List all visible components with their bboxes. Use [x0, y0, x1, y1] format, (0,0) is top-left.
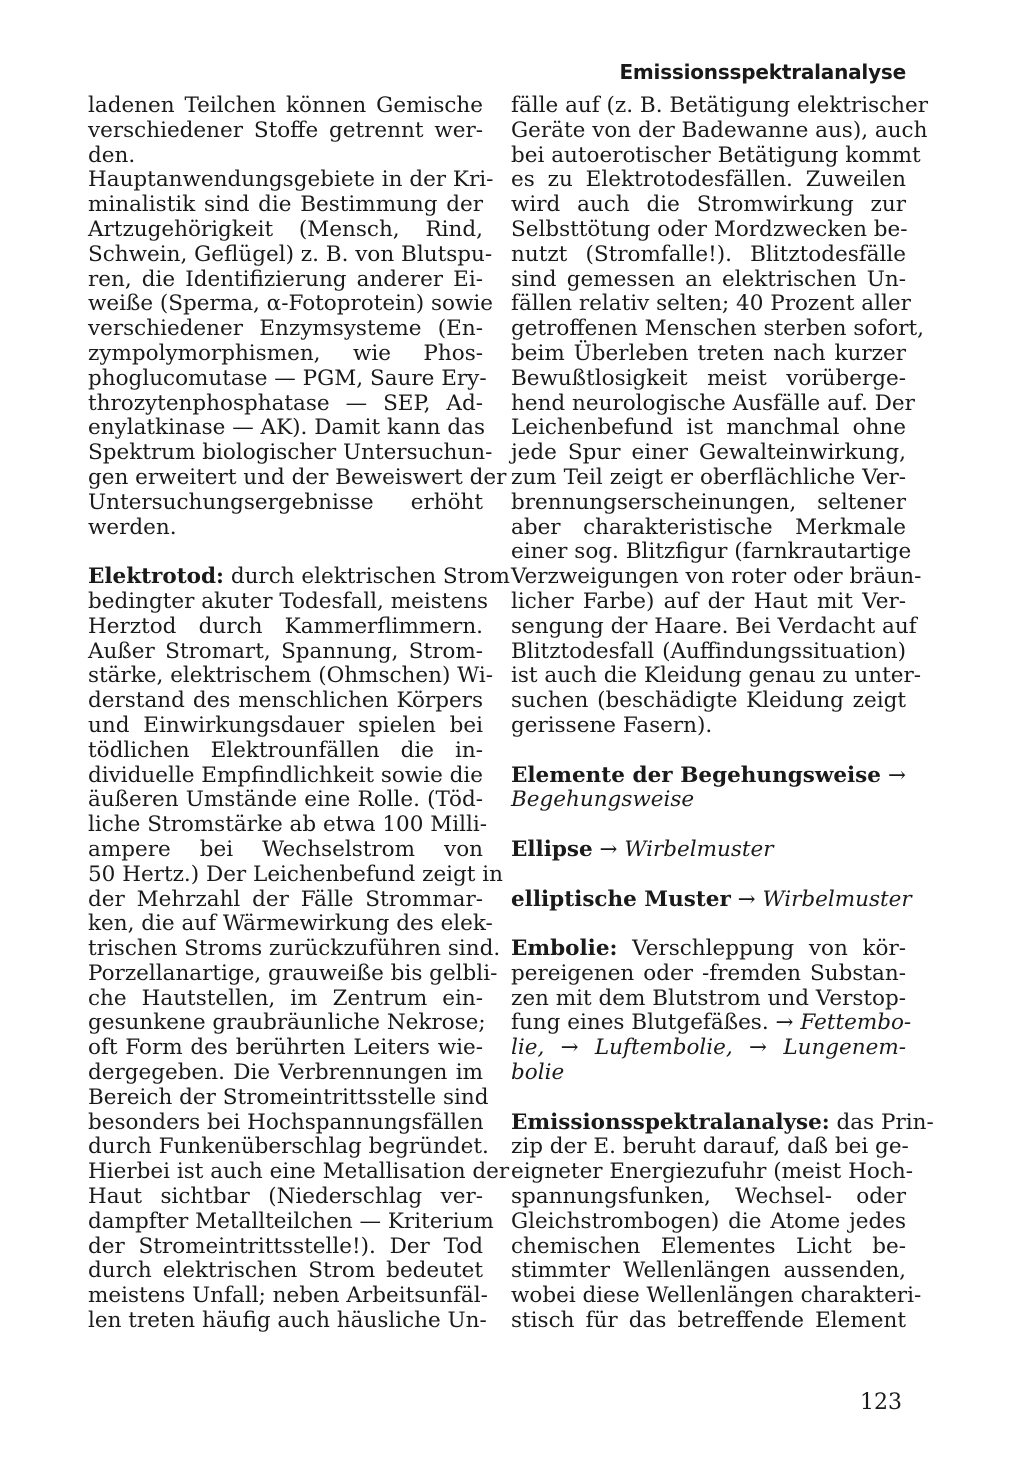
text-line [511, 1185, 906, 1210]
text-segment: sind gemessen an elektrischen Un- [511, 266, 906, 292]
text-line [88, 1061, 483, 1086]
entry-headword: Embolie: [511, 936, 618, 962]
text-line [511, 142, 921, 169]
text-line [511, 1259, 906, 1284]
text-line [88, 1010, 486, 1036]
text-line [511, 1309, 906, 1334]
entry-headword: Emissionsspektralanalyse: [511, 1109, 830, 1135]
text-segment: trischen Stroms zurückzuführen sind. [88, 936, 501, 962]
text-line [88, 1208, 494, 1235]
text-segment: hend neurologische Ausfälle auf. Der [511, 390, 915, 416]
paragraph-gap [511, 863, 906, 888]
text-segment: → [730, 886, 763, 912]
text-line [511, 342, 906, 367]
text-line [511, 539, 912, 565]
text-segment: gesunkene graubräunliche Nekrose; [88, 1010, 486, 1036]
text-line [511, 268, 906, 293]
text-segment: durch elektrischen Strom [223, 564, 510, 590]
paragraph-gap [511, 1086, 906, 1111]
text-line [88, 1235, 483, 1260]
text-line [511, 516, 906, 541]
paragraph-gap [511, 912, 906, 937]
text-line [88, 144, 483, 169]
text-line [88, 689, 483, 714]
entry-headword: Ellipse [511, 836, 593, 862]
text-line [511, 441, 906, 466]
cross-reference: Wirbelmuster [624, 836, 774, 862]
text-segment: bei autoerotischer Betätigung kommt [511, 142, 921, 168]
text-line [511, 1134, 909, 1160]
text-segment: eigneter Energiezufuhr (meist Hoch- [511, 1159, 913, 1185]
text-segment: ren, die Identifizierung anderer Ei- [88, 266, 483, 292]
left-column [88, 93, 510, 1334]
text-line [88, 193, 483, 218]
text-line [511, 416, 906, 441]
text-segment: derstand des menschlichen Körpers [88, 688, 483, 714]
text-line [88, 861, 503, 888]
text-segment: äußeren Umstände eine Rolle. (Töd- [88, 787, 483, 813]
text-line [88, 888, 483, 913]
text-segment: Haut sichtbar (Niederschlag ver- [88, 1184, 483, 1210]
text-segment: suchen (beschädigte Kleidung zeigt [511, 688, 906, 714]
text-line [511, 390, 915, 417]
text-segment: einer sog. Blitzfigur (farnkrautartige [511, 539, 912, 565]
text-line [511, 218, 906, 243]
text-segment: ist auch die Kleidung genau zu unter- [511, 663, 922, 689]
text-line [88, 464, 507, 491]
text-line [88, 960, 498, 987]
text-line [88, 416, 483, 441]
text-line [88, 1111, 483, 1136]
text-line [88, 94, 483, 119]
text-line [511, 1210, 906, 1235]
text-segment: gerissene Fasern). [511, 712, 713, 738]
text-line [88, 291, 494, 317]
text-line [511, 689, 906, 714]
cross-reference: Fettembo- [800, 1010, 912, 1036]
text-segment: verschiedener Enzymsysteme (En- [88, 316, 483, 342]
text-segment: Blitztodesfall (Auffindungssituation) [511, 638, 906, 664]
text-line [511, 243, 906, 268]
text-segment: → [544, 1035, 595, 1061]
text-segment: liche Stromstärke ab etwa 100 Milli- [88, 812, 488, 838]
text-line [88, 1084, 489, 1111]
entry-headword: elliptische Muster [511, 886, 731, 912]
text-segment: stisch für das betreffende Element [511, 1308, 906, 1334]
text-line [88, 392, 483, 417]
text-segment: dergegeben. Die Verbrennungen im [88, 1060, 483, 1086]
text-line [511, 590, 906, 615]
text-segment: tödlichen Elektrounfällen die in- [88, 737, 483, 763]
text-line [511, 193, 906, 218]
text-segment: pereigenen oder -fremden Substan- [511, 960, 906, 986]
text-line [511, 987, 906, 1012]
text-line [88, 1308, 487, 1334]
text-segment: fällen relativ selten; 40 Prozent aller [511, 291, 911, 317]
cross-reference: Wirbelmuster [762, 886, 912, 912]
text-line [511, 168, 906, 193]
text-segment: → [732, 1035, 784, 1061]
text-segment: spannungsfunken, Wechsel- oder [511, 1184, 906, 1210]
text-line [88, 1185, 483, 1210]
text-line [511, 1283, 922, 1309]
text-line [511, 291, 911, 317]
text-segment: ken, die auf Wärmewirkung des elek- [88, 911, 493, 937]
text-segment: gen erweitert und der Beweiswert der [88, 464, 507, 490]
text-segment: enylatkinase — AK). Damit kann das [88, 415, 485, 441]
text-line [511, 316, 924, 342]
text-line [88, 739, 483, 764]
text-line [511, 117, 928, 144]
text-segment: den. [88, 142, 136, 168]
text-segment: Herztod durch Kammerflimmern. [88, 613, 483, 639]
text-segment: bedingter akuter Todesfall, meistens [88, 588, 488, 614]
text-line [511, 93, 929, 119]
text-segment: Hauptanwendungsgebiete in der Kri- [88, 167, 494, 193]
cross-reference: Begehungsweise [511, 787, 695, 813]
text-segment: Untersuchungsergebnisse erhöht [88, 489, 483, 515]
text-line [511, 367, 906, 392]
text-segment: durch Funkenüberschlag begründet. [88, 1134, 489, 1160]
text-segment: beim Überleben treten nach kurzer [511, 340, 906, 366]
text-line [88, 119, 483, 144]
text-line [88, 218, 483, 243]
text-segment: Bereich der Stromeintrittsstelle sind [88, 1084, 489, 1110]
text-segment: che Hautstellen, im Zentrum ein- [88, 985, 483, 1011]
text-segment: Artzugehörigkeit (Mensch, Rind, [88, 216, 483, 242]
text-segment: der Stromeintrittsstelle!). Der Tod [88, 1233, 483, 1259]
cross-reference: lie, [511, 1035, 545, 1061]
text-segment: minalistik sind die Bestimmung der [88, 192, 483, 218]
text-segment: nutzt (Stromfalle!). Blitztodesfälle [511, 241, 906, 267]
text-line [88, 342, 483, 367]
text-segment: werden. [88, 514, 177, 540]
text-segment: es zu Elektrotodesfällen. Zuweilen [511, 167, 906, 193]
text-segment: Porzellanartige, grauweiße bis gelbli- [88, 960, 498, 986]
text-line [511, 1109, 934, 1136]
text-segment: Bewußtlosigkeit meist vorüberge- [511, 365, 906, 391]
text-line [88, 1259, 483, 1284]
text-line [511, 1010, 912, 1036]
text-line [511, 1159, 913, 1185]
text-segment: Leichenbefund ist manchmal ohne [511, 415, 906, 441]
text-segment: 50 Hertz.) Der Leichenbefund zeigt in [88, 861, 503, 887]
text-segment: der Mehrzahl der Fälle Strommar- [88, 886, 483, 912]
text-segment: ladenen Teilchen können Gemische [88, 93, 483, 118]
text-segment: Selbsttötung oder Mordzwecken be- [511, 216, 908, 242]
text-line [511, 1061, 906, 1086]
text-line [88, 663, 494, 689]
text-line [511, 962, 906, 987]
text-line [88, 936, 501, 962]
text-line [88, 440, 493, 466]
text-line [511, 764, 906, 789]
text-line [88, 564, 510, 590]
text-segment: zen mit dem Blutstrom und Verstop- [511, 985, 906, 1011]
text-segment: brennungserscheinungen, seltener [511, 489, 906, 515]
paragraph-gap [88, 540, 483, 565]
text-segment: dampfter Metallteilchen — Kriterium [88, 1208, 494, 1234]
text-segment: Schwein, Geflügel) z. B. von Blutspu- [88, 241, 493, 267]
text-line [511, 1235, 906, 1260]
text-line [88, 640, 483, 665]
text-segment: zympolymorphismen, wie Phos- [88, 340, 483, 366]
paragraph-gap [511, 739, 906, 764]
text-segment: weiße (Sperma, α-Fotoprotein) sowie [88, 291, 494, 317]
text-line [88, 838, 483, 863]
text-line [511, 838, 906, 863]
text-line [88, 1159, 510, 1185]
text-segment: stärke, elektrischem (Ohmschen) Wi- [88, 663, 494, 689]
text-line [511, 663, 922, 689]
text-line [511, 613, 917, 640]
text-segment: wird auch die Stromwirkung zur [511, 192, 906, 218]
text-segment: → [592, 836, 625, 862]
cross-reference: Lungenem- [783, 1035, 907, 1061]
text-segment: ampere bei Wechselstrom von [88, 836, 483, 862]
text-segment: stimmter Wellenlängen aussenden, [511, 1258, 906, 1284]
text-segment: Spektrum biologischer Untersuchun- [88, 440, 493, 466]
entry-headword: Elemente der Begehungsweise [511, 762, 881, 788]
right-column [511, 93, 934, 1334]
text-segment: getroffenen Menschen sterben sofort, [511, 316, 924, 342]
text-line [88, 812, 488, 838]
text-line [88, 516, 483, 541]
text-line [88, 987, 483, 1012]
page-number: 123 [860, 1390, 902, 1415]
cross-reference: bolie [511, 1060, 565, 1086]
text-segment: wobei diese Wellenlängen charakteri- [511, 1283, 922, 1309]
text-segment: verschiedener Stoffe getrennt wer- [88, 117, 483, 143]
text-segment: throzytenphosphatase — SEP, Ad- [88, 390, 483, 416]
text-segment: zip der E. beruht darauf, daß bei ge- [511, 1134, 909, 1160]
text-line [511, 937, 906, 962]
text-segment: aber charakteristische Merkmale [511, 514, 906, 540]
text-segment: dividuelle Empfindlichkeit sowie die [88, 762, 484, 788]
text-segment: sengung der Haare. Bei Verdacht auf [511, 613, 917, 639]
text-segment: jede Spur einer Gewalteinwirkung, [511, 440, 906, 466]
text-segment: Hierbei ist auch eine Metallisation der [88, 1159, 510, 1185]
text-line [511, 714, 906, 739]
text-line [88, 268, 483, 293]
text-line [88, 317, 483, 342]
text-line [88, 911, 493, 937]
text-line [88, 241, 493, 268]
text-line [88, 1134, 489, 1160]
text-line [511, 886, 912, 913]
text-line [88, 1283, 488, 1309]
text-segment: und Einwirkungsdauer spielen bei [88, 712, 483, 738]
text-segment: fälle auf (z. B. Betätigung elektrischer [511, 93, 929, 118]
text-segment: Verschleppung von kör- [617, 936, 906, 962]
text-line [88, 1036, 483, 1061]
cross-reference: Luftembolie, [594, 1035, 733, 1061]
text-segment: licher Farbe) auf der Haut mit Ver- [511, 588, 906, 614]
text-line [511, 466, 906, 491]
text-segment: chemischen Elementes Licht be- [511, 1233, 906, 1259]
text-line [511, 788, 906, 813]
text-segment: Geräte von der Badewanne aus), auch [511, 117, 928, 143]
text-segment: oft Form des berührten Leiters wie- [88, 1035, 483, 1061]
text-segment: Verzweigungen von roter oder bräun- [511, 564, 922, 590]
text-segment: fung eines Blutgefäßes. → [511, 1010, 801, 1036]
text-line [511, 564, 922, 590]
text-line [511, 1036, 906, 1061]
text-segment: Außer Stromart, Spannung, Strom- [88, 638, 483, 664]
text-segment: meistens Unfall; neben Arbeitsunfäl- [88, 1283, 488, 1309]
paragraph-gap [511, 813, 906, 838]
text-segment: besonders bei Hochspannungsfällen [88, 1109, 484, 1135]
text-segment: phoglucomutase — PGM, Saure Ery- [88, 365, 487, 391]
text-line [88, 615, 483, 640]
text-line [88, 167, 494, 193]
text-line [88, 788, 483, 813]
text-line [88, 764, 483, 789]
text-segment: → [880, 762, 906, 788]
text-line [88, 491, 483, 516]
text-segment: durch elektrischen Strom bedeutet [88, 1258, 483, 1284]
text-line [511, 640, 906, 665]
text-segment: Gleichstrombogen) die Atome jedes [511, 1208, 906, 1234]
entry-headword: Elektrotod: [88, 564, 224, 590]
text-line [88, 588, 488, 615]
text-segment: len treten häufig auch häusliche Un- [88, 1308, 487, 1334]
text-line [511, 491, 906, 516]
text-segment: das Prin- [829, 1109, 934, 1135]
text-line [88, 714, 483, 739]
running-header: Emissionsspektralanalyse [619, 60, 906, 84]
text-segment: zum Teil zeigt er oberflächliche Ver- [511, 464, 906, 490]
text-line [88, 365, 487, 392]
